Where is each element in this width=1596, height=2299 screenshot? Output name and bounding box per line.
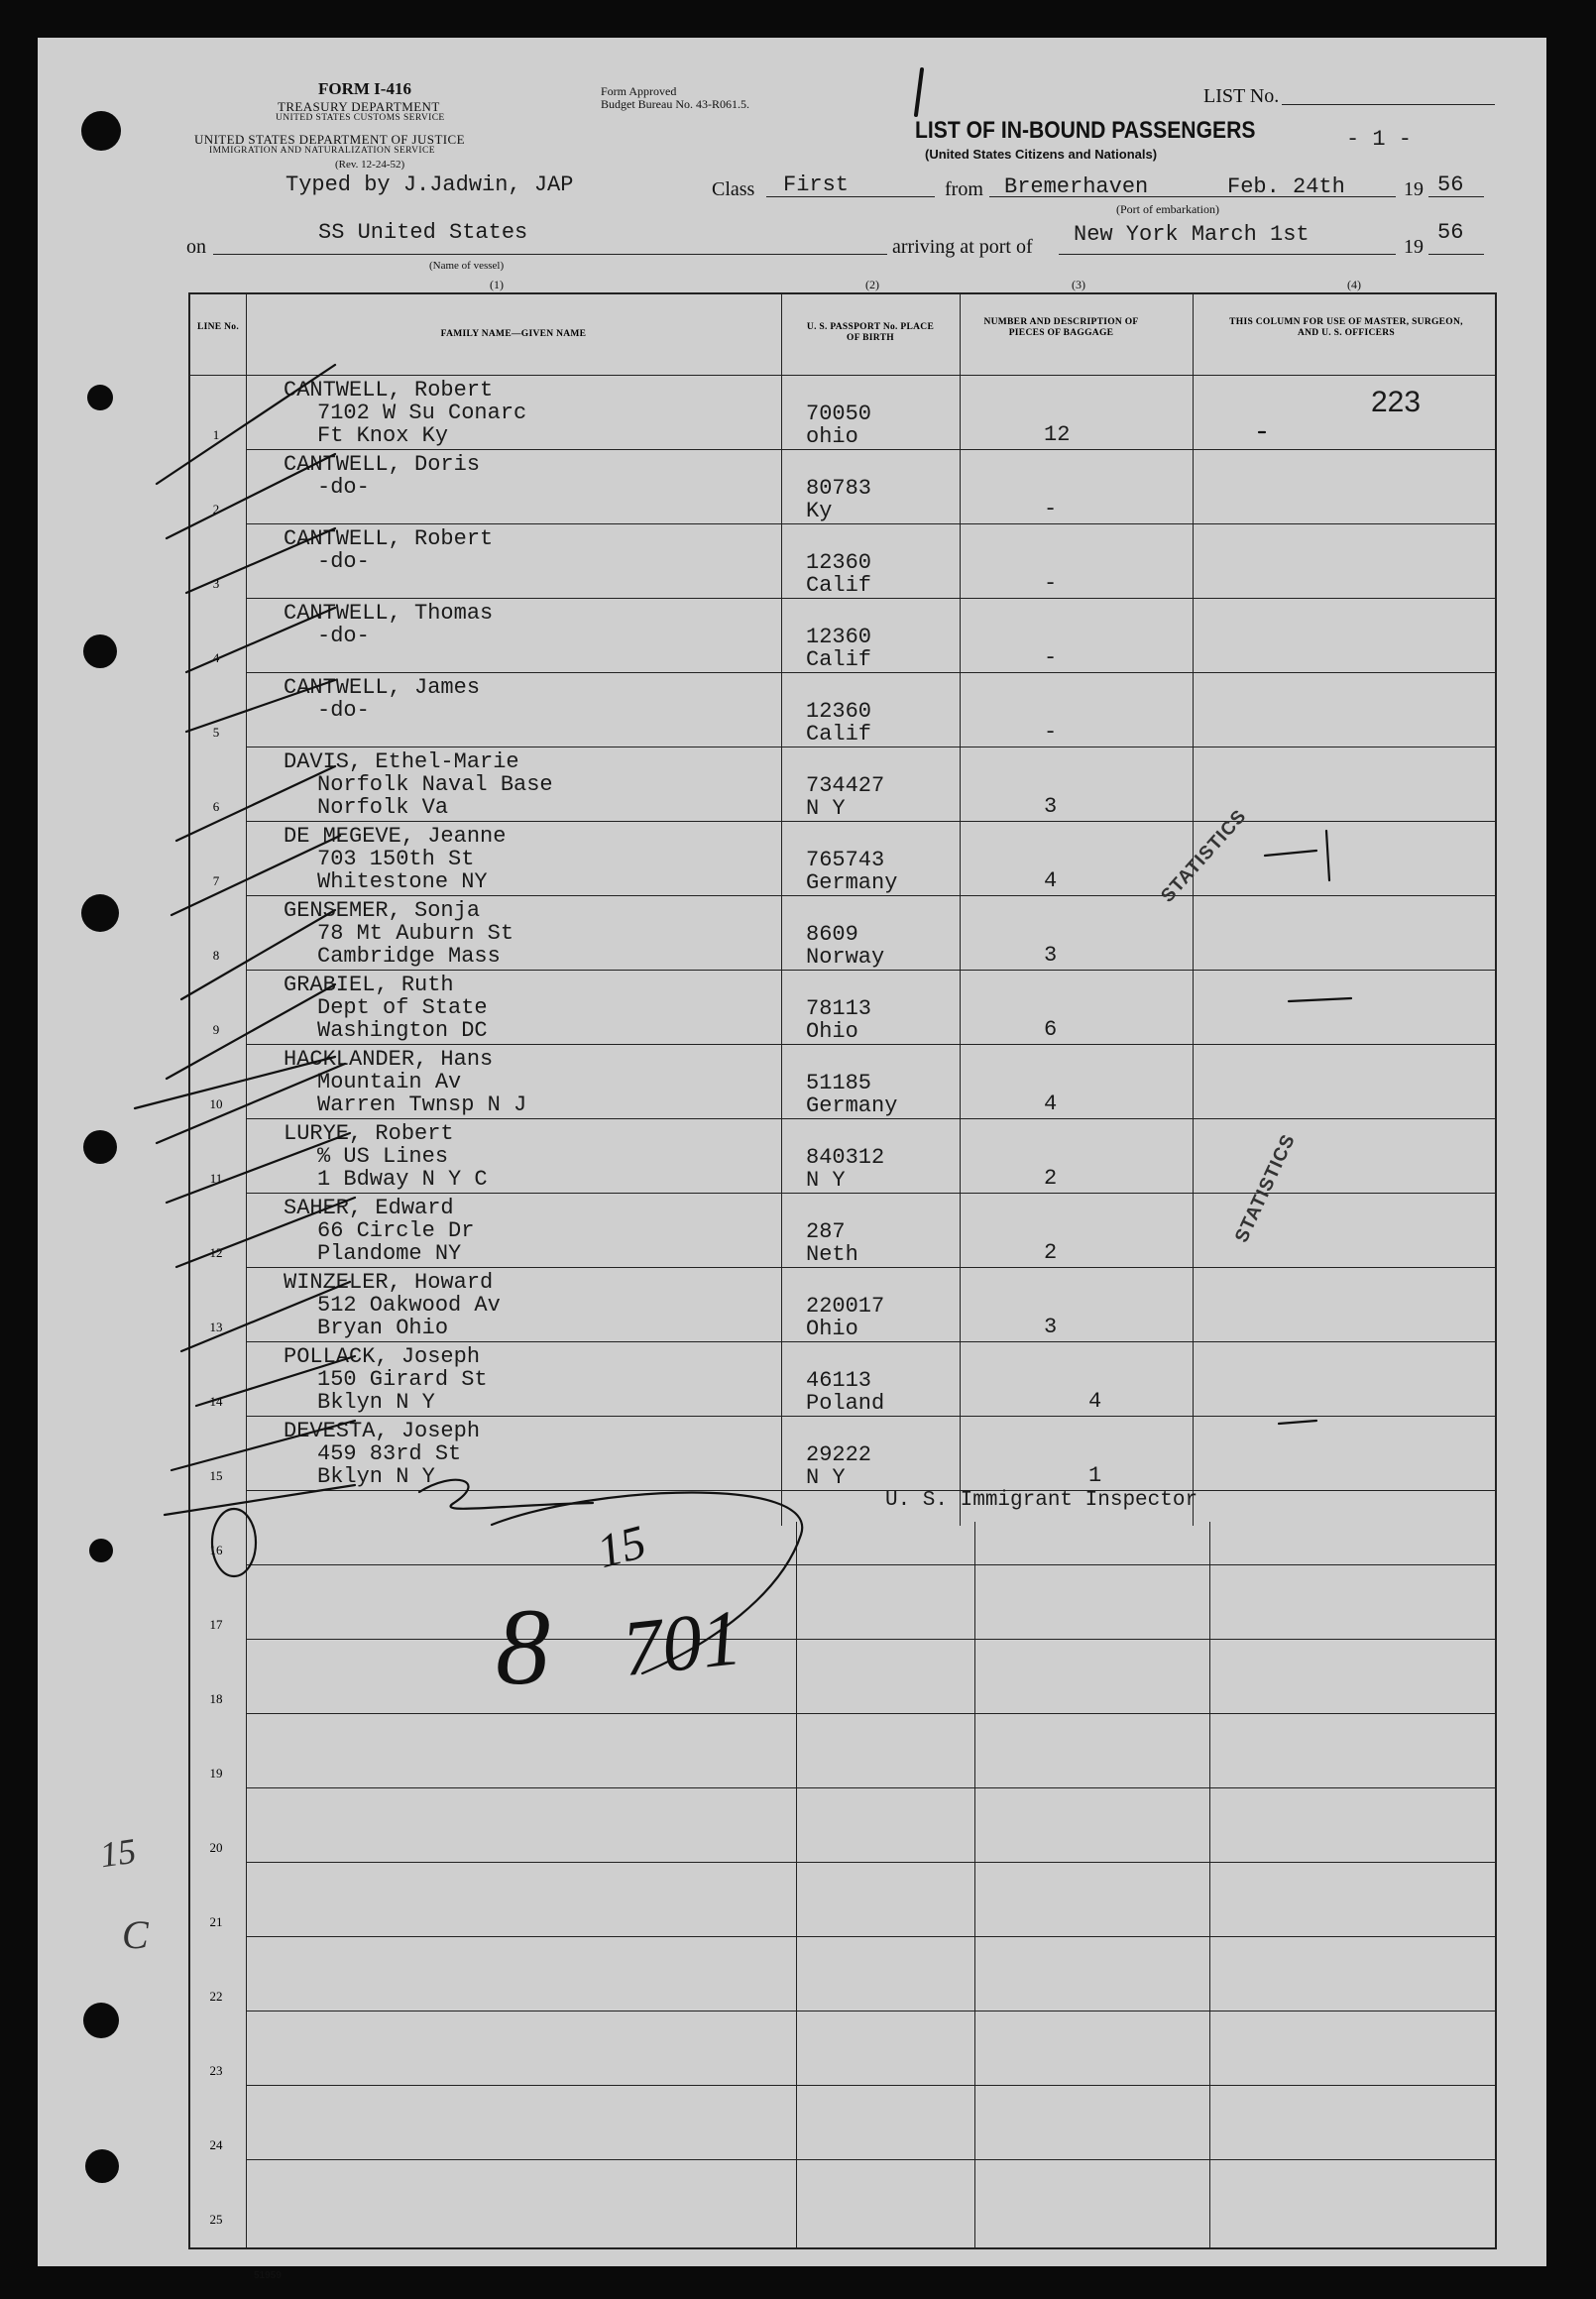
- check-mark: [167, 984, 335, 1079]
- passenger-address: 7102 W Su Conarc: [317, 401, 527, 425]
- form-approved: Form Approved: [601, 84, 677, 98]
- passport-number: 8609: [806, 922, 858, 947]
- check-mark: [167, 1133, 350, 1203]
- passport-number: 287: [806, 1219, 846, 1244]
- line-number: 17: [209, 1617, 223, 1632]
- passenger-address: 150 Girard St: [317, 1367, 488, 1392]
- place-of-birth: Calif: [806, 647, 872, 672]
- revision-date: (Rev. 12-24-52): [335, 159, 405, 171]
- baggage-count: 4: [1088, 1389, 1102, 1414]
- passenger-name: GRABIEL, Ruth: [284, 973, 454, 997]
- line-number: 25: [209, 2212, 223, 2227]
- from-year: 56: [1437, 172, 1464, 197]
- passenger-name: POLLACK, Joseph: [284, 1344, 481, 1369]
- baggage-count: 2: [1044, 1240, 1058, 1265]
- typed-by: Typed by J.Jadwin, JAP: [285, 172, 574, 197]
- passenger-address: Dept of State: [317, 995, 488, 1020]
- binder-hole: [83, 634, 117, 668]
- line-number: 13: [209, 1320, 223, 1334]
- col-num-3: (3): [1072, 278, 1085, 291]
- col-header-line: LINE No.: [197, 322, 239, 332]
- passenger-name: CANTWELL, Doris: [284, 452, 481, 477]
- passenger-address: 66 Circle Dr: [317, 1218, 475, 1243]
- from-port: Bremerhaven: [1004, 174, 1149, 199]
- baggage-count: 4: [1044, 868, 1058, 893]
- passport-number: 12360: [806, 625, 872, 649]
- passenger-name: DEVESTA, Joseph: [284, 1419, 481, 1443]
- class-label: Class: [712, 178, 755, 200]
- passenger-name: CANTWELL, Thomas: [284, 601, 494, 626]
- col-header-passport: U. S. PASSPORT No. PLACE OF BIRTH: [806, 322, 935, 343]
- col-header-officers: THIS COLUMN FOR USE OF MASTER, SURGEON, AND U. S. OFFICERS: [1229, 317, 1463, 338]
- place-of-birth: Calif: [806, 573, 872, 598]
- line-number: 12: [209, 1245, 223, 1260]
- treasury-department: TREASURY DEPARTMENT: [278, 99, 440, 114]
- place-of-birth: Norway: [806, 945, 885, 970]
- passenger-name: SAHER, Edward: [284, 1196, 454, 1220]
- department-of-justice: UNITED STATES DEPARTMENT OF JUSTICE: [194, 132, 465, 147]
- passport-number: 46113: [806, 1368, 872, 1393]
- arrival-year: 56: [1437, 220, 1464, 245]
- passenger-address: Washington DC: [317, 1018, 488, 1043]
- statistics-stamp: STATISTICS: [1157, 805, 1251, 907]
- line-number: 18: [209, 1691, 223, 1706]
- col-num-4: (4): [1347, 278, 1361, 291]
- line-number: 4: [212, 650, 220, 665]
- from-label: from: [945, 178, 983, 200]
- from-date: Feb. 24th: [1227, 174, 1345, 199]
- check-mark: [181, 910, 335, 999]
- place-of-birth: Ky: [806, 499, 833, 523]
- line-number: 1: [212, 427, 220, 442]
- inspector-label: U. S. Immigrant Inspector: [885, 1489, 1198, 1512]
- check-mark: [181, 1282, 350, 1351]
- passenger-address: -do-: [317, 549, 370, 574]
- col-header-name: FAMILY NAME—GIVEN NAME: [440, 329, 587, 339]
- passenger-address: 459 83rd St: [317, 1441, 462, 1466]
- passport-number: 220017: [806, 1294, 885, 1319]
- place-of-birth: Germany: [806, 870, 898, 895]
- passport-number: 70050: [806, 402, 872, 426]
- check-mark: [157, 365, 335, 484]
- form-subtitle: (United States Citizens and Nationals): [925, 147, 1158, 162]
- class-value: First: [783, 172, 850, 197]
- passenger-address: 78 Mt Auburn St: [317, 921, 514, 946]
- check-mark: [176, 766, 335, 841]
- passenger-address: Plandome NY: [317, 1241, 462, 1266]
- passenger-address: -do-: [317, 698, 370, 723]
- passenger-address: -do-: [317, 624, 370, 648]
- dash-mark: [1326, 831, 1329, 880]
- baggage-count: 3: [1044, 943, 1058, 968]
- check-mark: [165, 1485, 355, 1515]
- baggage-count: -: [1044, 571, 1058, 596]
- line-number: 22: [209, 1989, 223, 2004]
- arriving-label: arriving at port of: [892, 236, 1033, 258]
- binder-hole: [81, 894, 119, 932]
- line-number: 14: [209, 1394, 223, 1409]
- passenger-address: % US Lines: [317, 1144, 449, 1169]
- place-of-birth: Poland: [806, 1391, 885, 1416]
- line-number: 11: [209, 1171, 223, 1186]
- baggage-count: 3: [1044, 1315, 1058, 1339]
- line-number: 6: [212, 799, 220, 814]
- binder-hole: [83, 1130, 117, 1164]
- handwritten-marks: [38, 38, 1546, 2298]
- check-mark: [167, 454, 335, 538]
- passenger-name: GENSEMER, Sonja: [284, 898, 481, 923]
- page-number: - 1 -: [1346, 127, 1413, 152]
- check-mark: [157, 1064, 345, 1143]
- passenger-address: Warren Twnsp N J: [317, 1092, 527, 1117]
- line-number: 19: [209, 1766, 223, 1781]
- check-mark: [196, 1356, 355, 1406]
- passenger-address: Bklyn N Y: [317, 1390, 435, 1415]
- check-mark: [135, 1057, 335, 1108]
- baggage-count: 12: [1044, 422, 1071, 447]
- passenger-address: 703 150th St: [317, 847, 475, 871]
- check-mark: [176, 1198, 355, 1267]
- binder-hole: [87, 385, 113, 410]
- line-number: 8: [212, 948, 220, 963]
- passenger-address: Norfolk Va: [317, 795, 449, 820]
- footer-code: 51959: [254, 2270, 282, 2281]
- signature: [492, 1493, 802, 1674]
- passport-number: 80783: [806, 476, 872, 501]
- check-mark: [186, 680, 335, 732]
- passport-number: 78113: [806, 996, 872, 1021]
- circle-mark: [212, 1509, 256, 1576]
- margin-note: 15: [97, 1830, 139, 1876]
- baggage-count: -: [1044, 645, 1058, 670]
- passenger-address: Norfolk Naval Base: [317, 772, 553, 797]
- place-of-birth: N Y: [806, 796, 846, 821]
- place-of-birth: Calif: [806, 722, 872, 747]
- binder-hole: [81, 111, 121, 151]
- line-number: 9: [212, 1022, 220, 1037]
- check-mark: [186, 528, 335, 593]
- passenger-name: CANTWELL, Robert: [284, 378, 494, 402]
- passport-number: 840312: [806, 1145, 885, 1170]
- line-number: 2: [212, 502, 220, 517]
- passenger-address: Mountain Av: [317, 1070, 462, 1094]
- passport-number: 734427: [806, 773, 885, 798]
- dash-mark: [1279, 1421, 1316, 1424]
- place-of-birth: Neth: [806, 1242, 858, 1267]
- passenger-name: CANTWELL, Robert: [284, 526, 494, 551]
- passenger-address: 512 Oakwood Av: [317, 1293, 501, 1318]
- place-of-birth: Ohio: [806, 1317, 858, 1341]
- from-year-prefix: 19: [1404, 178, 1424, 200]
- vessel-name: SS United States: [318, 220, 528, 245]
- on-label: on: [186, 236, 206, 258]
- passenger-address: Ft Knox Ky: [317, 423, 449, 448]
- line-number: 3: [212, 576, 220, 591]
- line-number: 5: [212, 725, 220, 740]
- immigration-service: IMMIGRATION AND NATURALIZATION SERVICE: [209, 146, 435, 156]
- col-header-baggage: NUMBER AND DESCRIPTION OF PIECES OF BAGGAGE: [983, 317, 1139, 338]
- customs-service: UNITED STATES CUSTOMS SERVICE: [276, 113, 445, 123]
- line-number: 20: [209, 1840, 223, 1855]
- form-title: LIST OF IN-BOUND PASSENGERS: [915, 117, 1256, 144]
- baggage-count: 1: [1088, 1463, 1102, 1488]
- passport-number: 12360: [806, 699, 872, 724]
- line-number: 7: [212, 873, 220, 888]
- passenger-name: LURYE, Robert: [284, 1121, 454, 1146]
- passenger-name: DE MEGEVE, Jeanne: [284, 824, 507, 849]
- vessel-note: (Name of vessel): [429, 260, 505, 272]
- binder-hole: [85, 2149, 119, 2183]
- margin-note: C: [122, 1912, 149, 1957]
- passport-number: 765743: [806, 848, 885, 872]
- col-num-2: (2): [865, 278, 879, 291]
- line-number: 10: [209, 1096, 223, 1111]
- officer-note: 223: [1371, 386, 1422, 418]
- line-number: 24: [209, 2137, 223, 2152]
- binder-hole: [83, 2003, 119, 2038]
- list-no-label: LIST No.: [1203, 85, 1280, 107]
- passenger-address: Bryan Ohio: [317, 1316, 449, 1340]
- check-mark: [171, 836, 340, 915]
- passenger-address: Bklyn N Y: [317, 1464, 435, 1489]
- check-mark: [171, 1421, 355, 1470]
- handwritten-number: 15: [591, 1515, 652, 1579]
- port-embarkation-note: (Port of embarkation): [1116, 202, 1219, 216]
- document-page: [38, 38, 1546, 2281]
- line-number: 21: [209, 1914, 223, 1929]
- baggage-count: 6: [1044, 1017, 1058, 1042]
- form-number: FORM I-416: [318, 79, 411, 98]
- passenger-address: Whitestone NY: [317, 869, 488, 894]
- passenger-address: Cambridge Mass: [317, 944, 501, 969]
- dash-mark: [1265, 851, 1316, 856]
- passport-number: 29222: [806, 1442, 872, 1467]
- place-of-birth: Germany: [806, 1093, 898, 1118]
- passport-number: 12360: [806, 550, 872, 575]
- place-of-birth: N Y: [806, 1168, 846, 1193]
- line-number: 23: [209, 2063, 223, 2078]
- passenger-address: 1 Bdway N Y C: [317, 1167, 488, 1192]
- baggage-count: -: [1044, 720, 1058, 745]
- binder-hole: [89, 1539, 113, 1562]
- passenger-address: -do-: [317, 475, 370, 500]
- arrival-year-prefix: 19: [1404, 236, 1424, 258]
- baggage-count: -: [1044, 497, 1058, 521]
- passport-number: 51185: [806, 1071, 872, 1095]
- handwritten-number: 701: [618, 1593, 746, 1694]
- ink-mark: [916, 69, 922, 115]
- place-of-birth: ohio: [806, 424, 858, 449]
- arrival-port-date: New York March 1st: [1074, 222, 1310, 247]
- handwritten-number: 8: [496, 1586, 550, 1707]
- col-num-1: (1): [490, 278, 504, 291]
- check-mark: [186, 608, 335, 672]
- baggage-count: 3: [1044, 794, 1058, 819]
- passenger-name: HACKLANDER, Hans: [284, 1047, 494, 1072]
- dash-mark: [1289, 998, 1351, 1001]
- budget-bureau: Budget Bureau No. 43-R061.5.: [601, 97, 749, 111]
- baggage-count: 4: [1044, 1092, 1058, 1116]
- passenger-name: CANTWELL, James: [284, 675, 481, 700]
- passenger-name: DAVIS, Ethel-Marie: [284, 749, 519, 774]
- baggage-count: 2: [1044, 1166, 1058, 1191]
- place-of-birth: N Y: [806, 1465, 846, 1490]
- line-number: 15: [209, 1468, 223, 1483]
- line-number: 16: [209, 1543, 223, 1557]
- passenger-name: WINZELER, Howard: [284, 1270, 494, 1295]
- place-of-birth: Ohio: [806, 1019, 858, 1044]
- statistics-stamp: STATISTICS: [1231, 1130, 1301, 1246]
